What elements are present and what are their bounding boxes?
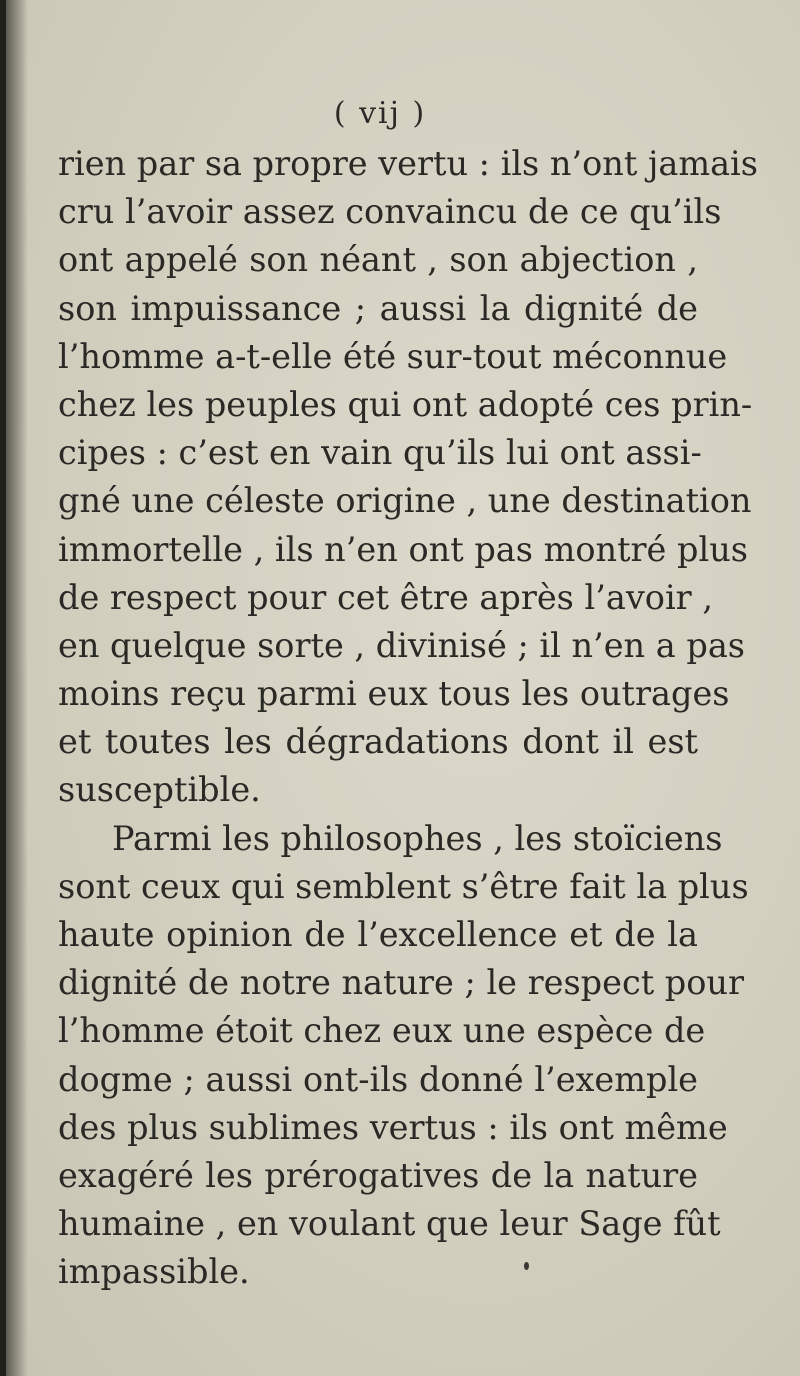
text-line: impassible. (58, 1252, 250, 1292)
text-line: et toutes les dégradations dont il est (58, 722, 698, 762)
text-line: exagéré les prérogatives de la nature (58, 1155, 698, 1195)
text-line: rien par sa propre vertu : ils n’ont jamais (58, 144, 758, 183)
text-line: des plus sublimes vertus : ils ont même (58, 1107, 728, 1147)
text-line: dignité de notre nature ; le respect pour (58, 963, 745, 1003)
text-line: l’homme étoit chez eux une espèce de (58, 1011, 706, 1051)
text-line: chez les peuples qui ont adopté ces prin- (58, 384, 753, 424)
text-line: immortelle , ils n’en ont pas montré plus (58, 529, 748, 569)
text-line: moins reçu parmi eux tous les outrages (58, 674, 730, 714)
text-line: son impuissance ; aussi la dignité de (58, 288, 698, 328)
text-line: sont ceux qui semblent s’être fait la plus (58, 866, 749, 906)
ink-speck (524, 1262, 529, 1270)
text-line: en quelque sorte , divinisé ; il n’en a pas (58, 625, 745, 665)
body-text (58, 140, 758, 1297)
text-line: gné une céleste origine , une destination (58, 481, 752, 521)
book-spine-edge (0, 0, 6, 1376)
text-line: humaine , en voulant que leur Sage fût (58, 1204, 721, 1244)
text-line: Parmi les philosophes , les stoïciens (112, 818, 723, 858)
page-number: ( vij ) (333, 96, 427, 131)
text-line: haute opinion de l’excellence et de la (58, 915, 698, 954)
text-line: ont appelé son néant , son abjection , (58, 240, 698, 280)
page-header (0, 96, 800, 131)
text-line: cru l’avoir assez convaincu de ce qu’ils (58, 192, 722, 232)
text-line: l’homme a-t-elle été sur-tout méconnue (58, 336, 728, 376)
text-line: de respect pour cet être après l’avoir , (58, 577, 713, 617)
text-line: cipes : c’est en vain qu’ils lui ont assi- (58, 433, 702, 473)
text-line: susceptible. (58, 770, 261, 810)
text-line: dogme ; aussi ont-ils donné l’exemple (58, 1059, 698, 1099)
